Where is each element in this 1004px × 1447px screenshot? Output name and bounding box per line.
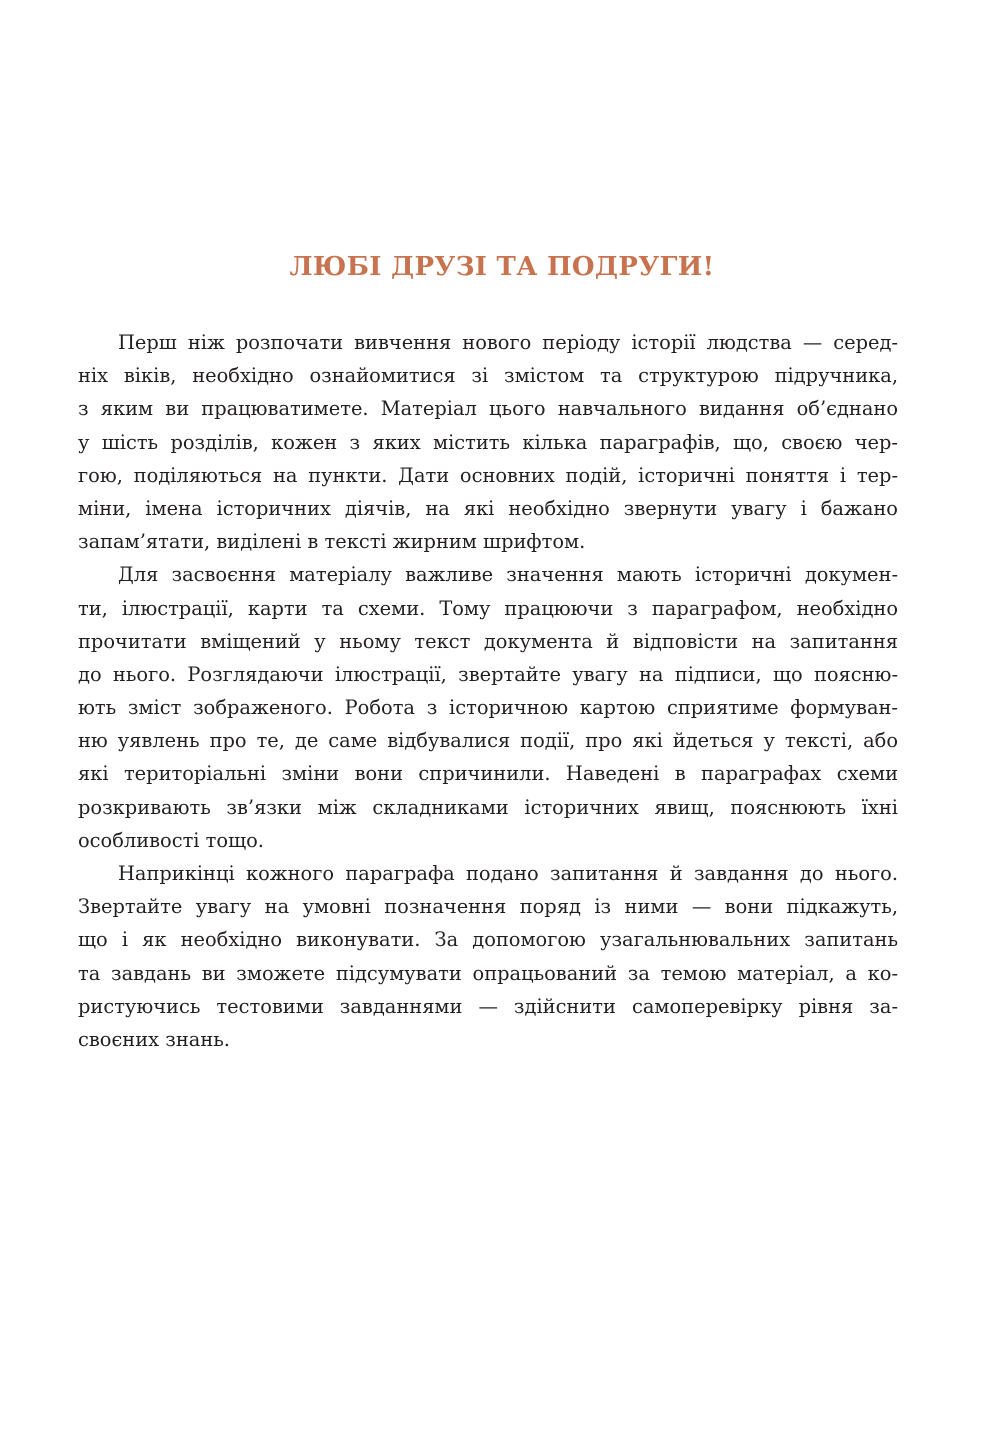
text-line: Наприкінці кожного параграфа подано запитання й завдання до нього. <box>118 862 898 885</box>
text-line: з яким ви працюватимете. Матеріал цього навчального видання об’єднано <box>78 397 898 421</box>
text-line: та завдань ви зможете підсумувати опрацьований за темою матеріал, а ко- <box>78 961 898 985</box>
page-title: ЛЮБІ ДРУЗІ ТА ПОДРУГИ! <box>289 252 715 282</box>
text-line: ристуючись тестовими завданнями — здійснити самоперевірку рівня за- <box>78 994 898 1018</box>
text-line: міни, імена історичних діячів, на які необхідно звернути увагу і бажано <box>78 496 898 520</box>
text-line: ніх віків, необхідно ознайомитися зі змістом та структурою підручника, <box>78 364 898 388</box>
text-line: Перш ніж розпочати вивчення нового періоду історії людства — серед- <box>118 331 898 354</box>
text-line: особливості тощо. <box>78 828 264 852</box>
paragraph-3 <box>78 857 898 1056</box>
paragraph-2 <box>78 558 898 857</box>
text-line: прочитати вміщений у ньому текст документа й відповісти на запитання <box>78 629 898 653</box>
text-line: розкривають зв’язки між складниками історичних явищ, пояснюють їхні <box>78 795 898 819</box>
text-line: ють зміст зображеного. Робота з історичною картою сприятиме формуван- <box>78 696 898 720</box>
text-line: Звертайте увагу на умовні позначення поряд із ними — вони підкажуть, <box>78 895 898 919</box>
text-line: своєних знань. <box>78 1027 230 1051</box>
text-line: до нього. Розглядаючи ілюстрації, звертайте увагу на підписи, що поясню- <box>78 662 898 686</box>
text-line: ти, ілюстрації, карти та схеми. Тому працюючи з параграфом, необхідно <box>78 596 898 620</box>
text-line: ню уявлень про те, де саме відбувалися події, про які йдеться у тексті, або <box>78 729 898 753</box>
text-line: запам’ятати, виділені в тексті жирним шрифтом. <box>78 530 586 554</box>
text-line: Для засвоєння матеріалу важливе значення мають історичні докумен- <box>118 563 898 587</box>
text-line: у шість розділів, кожен з яких містить кілька параграфів, що, своєю чер- <box>78 430 898 454</box>
text-line: що і як необхідно виконувати. За допомогою узагальнювальних запитань <box>78 928 898 952</box>
body-text <box>78 326 898 1056</box>
text-line: які територіальні зміни вони спричинили. Наведені в параграфах схеми <box>78 762 898 786</box>
paragraph-1 <box>78 326 898 558</box>
text-line: гою, поділяються на пункти. Дати основних подій, історичні поняття і тер- <box>78 463 898 487</box>
